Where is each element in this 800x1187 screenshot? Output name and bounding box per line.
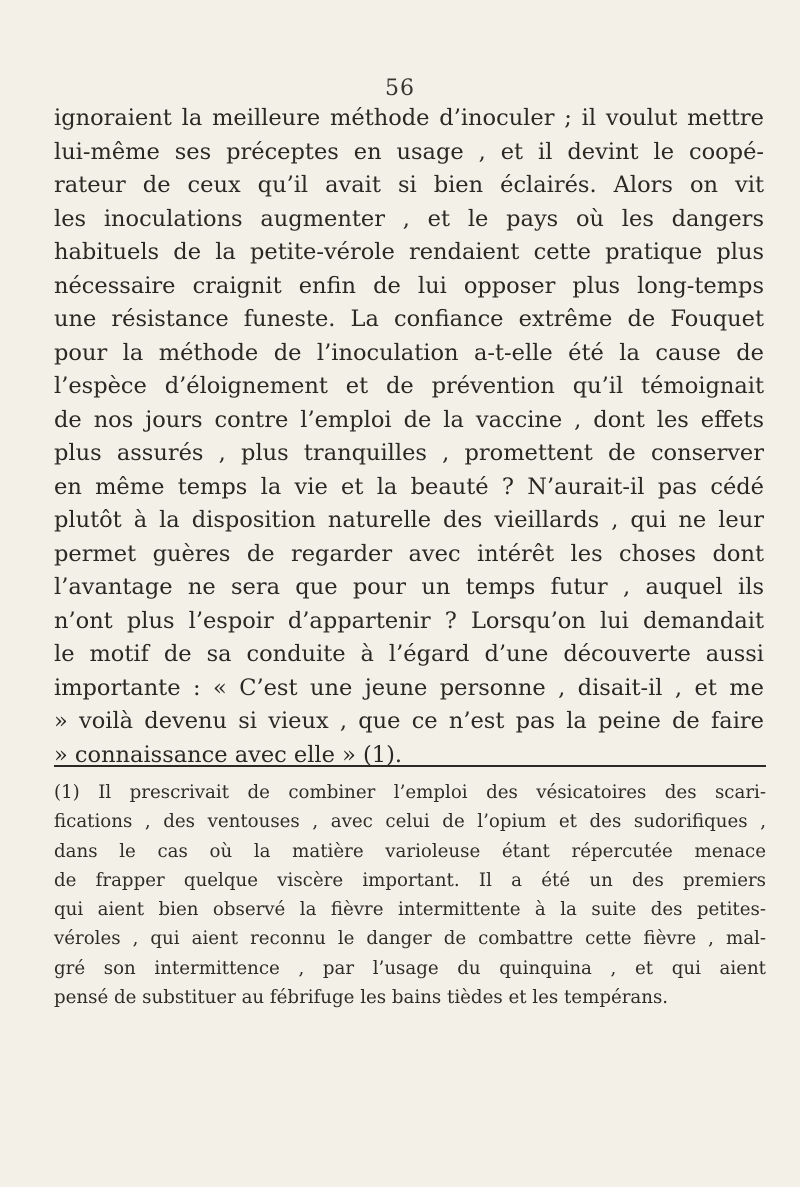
footnote-separator [54,765,766,767]
footnote-line: fications , des ventouses , avec celui de l’opium et des sudorifiques , [54,811,766,833]
text-line: en même temps la vie et la beauté ? N’aurait-il pas cédé [54,473,764,500]
text-line: les inoculations augmenter , et le pays où les dangers [54,205,764,232]
text-line: pour la méthode de l’inoculation a-t-elle été la cause de [54,339,764,366]
text-line: ignoraient la meilleure méthode d’inoculer ; il voulut mettre [54,105,764,131]
text-line: n’ont plus l’espoir d’appartenir ? Lorsqu’on lui demandait [54,607,764,634]
footnote [54,778,766,1012]
text-line: » connaissance avec elle » (1). [54,741,403,768]
text-line: une résistance funeste. La confiance extrême de Fouquet [54,306,764,332]
footnote-line: dans le cas où la matière varioleuse étant répercutée menace [54,840,766,862]
footnote-line: (1) Il prescrivait de combiner l’emploi des vésicatoires des scari- [54,782,766,803]
main-text [54,102,764,772]
footnote-line: pensé de substituer au fébrifuge les bains tièdes et les tempérans. [54,987,669,1009]
text-line: permet guères de regarder avec intérêt les choses dont [54,540,764,567]
page-number: 56 [385,76,415,101]
footnote-line: de frapper quelque viscère important. Il a été un des premiers [54,869,766,891]
text-line: » voilà devenu si vieux , que ce n’est pas la peine de faire [54,708,764,734]
text-line: de nos jours contre l’emploi de la vaccine , dont les effets [54,406,764,433]
text-line: l’avantage ne sera que pour un temps futur , auquel ils [54,574,764,600]
text-line: rateur de ceux qu’il avait si bien éclairés. Alors on vit [54,172,764,198]
text-line: le motif de sa conduite à l’égard d’une découverte aussi [54,641,764,667]
text-line: plus assurés , plus tranquilles , promettent de conserver [54,440,764,466]
text-line: l’espèce d’éloignement et de prévention qu’il témoignait [54,373,764,399]
text-line: lui-même ses préceptes en usage , et il devint le coopé- [54,138,764,165]
text-line: importante : « C’est une jeune personne , disait-il , et me [54,674,764,701]
text-line: plutôt à la disposition naturelle des vieillards , qui ne leur [54,507,764,533]
footnote-line: gré son intermittence , par l’usage du quinquina , et qui aient [54,957,766,979]
text-line: habituels de la petite-vérole rendaient cette pratique plus [54,239,764,265]
footnote-line: véroles , qui aient reconnu le danger de combattre cette fièvre , mal- [54,928,766,950]
text-line: nécessaire craignit enfin de lui opposer plus long-temps [54,272,764,299]
footnote-line: qui aient bien observé la fièvre intermittente à la suite des petites- [54,899,766,921]
